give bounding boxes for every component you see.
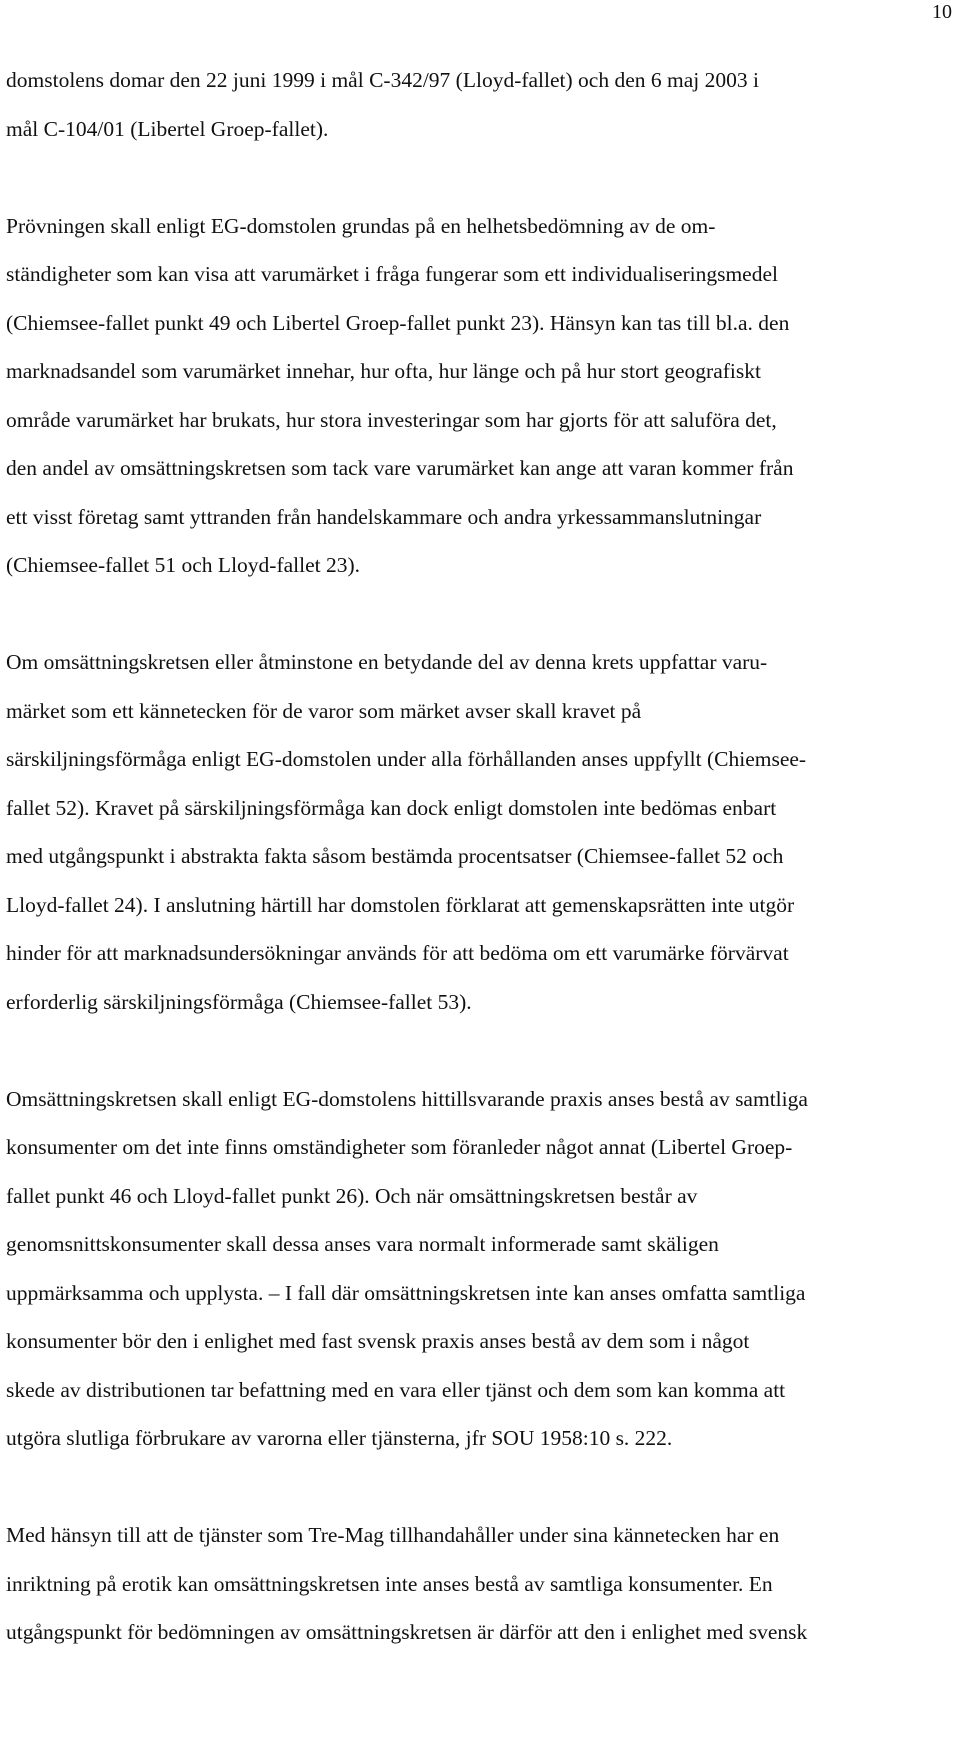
paragraph-spacer xyxy=(6,1026,956,1075)
page-number: 10 xyxy=(932,1,952,23)
text-line: uppmärksamma och upplysta. – I fall där omsättningskretsen inte kan anses omfatta samtliga xyxy=(6,1280,806,1305)
text-line: konsumenter om det inte finns omständigheter som föranleder något annat (Libertel Groep- xyxy=(6,1135,793,1159)
text-line: fallet punkt 46 och Lloyd-fallet punkt 26). Och när omsättningskretsen består av xyxy=(6,1183,698,1208)
text-line: utgångspunkt för bedömningen av omsättningskretsen är därför att den i enlighet med svensk xyxy=(6,1620,808,1644)
text-line: domstolens domar den 22 juni 1999 i mål C-342/97 (Lloyd-fallet) och den 6 maj 2003 i xyxy=(6,68,759,92)
text-line: Med hänsyn till att de tjänster som Tre-Mag tillhandahåller under sina kännetecken har en xyxy=(6,1523,780,1547)
paragraph-2 xyxy=(6,202,956,590)
text-line: område varumärket har brukats, hur stora investeringar som har gjorts för att saluföra det, xyxy=(6,407,777,432)
text-line: hinder för att marknadsundersökningar används för att bedöma om ett varumärke förvärvat xyxy=(6,941,789,965)
text-line: ett visst företag samt yttranden från handelskammare och andra yrkessammanslutningar xyxy=(6,504,762,529)
text-line: Omsättningskretsen skall enligt EG-domstolens hittillsvarande praxis anses bestå av samtliga xyxy=(6,1086,808,1111)
paragraph-5 xyxy=(6,1511,956,1657)
text-line: genomsnittskonsumenter skall dessa anses vara normalt informerade samt skäligen xyxy=(6,1232,719,1256)
text-line: särskiljningsförmåga enligt EG-domstolen under alla förhållanden anses uppfyllt (Chiemsee- xyxy=(6,747,807,771)
text-line: utgöra slutliga förbrukare av varorna eller tjänsterna, jfr SOU 1958:10 s. 222. xyxy=(6,1426,673,1450)
text-line: marknadsandel som varumärket innehar, hur ofta, hur länge och på hur stort geografiskt xyxy=(6,359,761,383)
text-line: erforderlig särskiljningsförmåga (Chiemsee-fallet 53). xyxy=(6,989,472,1014)
text-line: Om omsättningskretsen eller åtminstone en betydande del av denna krets uppfattar varu- xyxy=(6,650,768,674)
text-line: inriktning på erotik kan omsättningskretsen inte anses bestå av samtliga konsumenter. En xyxy=(6,1571,773,1596)
document-body xyxy=(6,56,956,1657)
text-line: (Chiemsee-fallet 51 och Lloyd-fallet 23). xyxy=(6,553,361,577)
paragraph-spacer xyxy=(6,153,956,202)
paragraph-spacer xyxy=(6,590,956,639)
paragraph-spacer xyxy=(6,1463,956,1512)
paragraph-1 xyxy=(6,56,956,153)
text-line: den andel av omsättningskretsen som tack vare varumärket kan ange att varan kommer från xyxy=(6,456,794,480)
text-line: Prövningen skall enligt EG-domstolen grundas på en helhetsbedömning av de om- xyxy=(6,213,716,238)
text-line: fallet 52). Kravet på särskiljningsförmåga kan dock enligt domstolen inte bedömas enbart xyxy=(6,795,777,820)
text-line: mål C-104/01 (Libertel Groep-fallet). xyxy=(6,116,329,141)
text-line: med utgångspunkt i abstrakta fakta såsom bestämda procentsatser (Chiemsee-fallet 52 och xyxy=(6,844,784,868)
text-line: ständigheter som kan visa att varumärket i fråga fungerar som ett individualiseringsmedel xyxy=(6,262,778,286)
text-line: märket som ett kännetecken för de varor som märket avser skall kravet på xyxy=(6,698,642,723)
paragraph-3 xyxy=(6,638,956,1026)
text-line: konsumenter bör den i enlighet med fast svensk praxis anses bestå av dem som i något xyxy=(6,1329,750,1353)
text-line: (Chiemsee-fallet punkt 49 och Libertel Groep-fallet punkt 23). Hänsyn kan tas till bl.a. den xyxy=(6,310,790,335)
text-line: skede av distributionen tar befattning med en vara eller tjänst och dem som kan komma att xyxy=(6,1377,786,1402)
paragraph-4 xyxy=(6,1075,956,1463)
text-line: Lloyd-fallet 24). I anslutning härtill har domstolen förklarat att gemenskapsrätten inte utgör xyxy=(6,892,795,917)
